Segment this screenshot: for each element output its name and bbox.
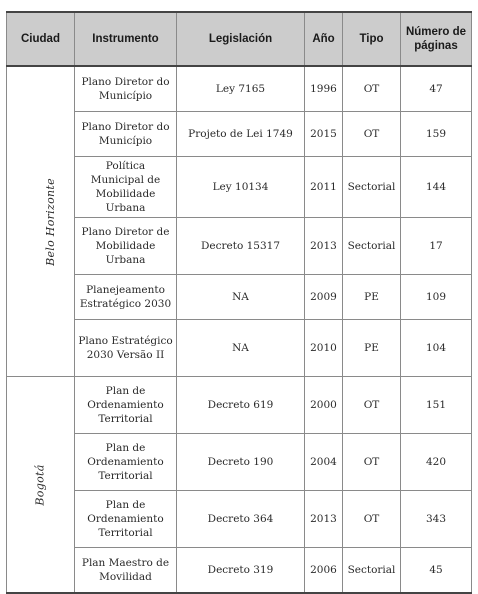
cell-ano: 2013	[305, 491, 343, 548]
cell-legislacion: Decreto 190	[177, 434, 305, 491]
cell-legislacion: Decreto 319	[177, 548, 305, 594]
cell-tipo: OT	[343, 491, 401, 548]
cell-legislacion: Decreto 15317	[177, 218, 305, 275]
cell-tipo: OT	[343, 377, 401, 434]
cell-tipo: PE	[343, 275, 401, 320]
cell-paginas: 109	[401, 275, 472, 320]
cell-ano: 2013	[305, 218, 343, 275]
cell-instrumento: Política Municipal de Mobilidade Urbana	[75, 157, 177, 218]
table-row	[7, 491, 472, 548]
cell-legislacion: NA	[177, 320, 305, 377]
cell-legislacion: Projeto de Lei 1749	[177, 112, 305, 157]
header-numero-paginas: Número de páginas	[401, 12, 472, 66]
city-cell-bogota	[7, 377, 75, 594]
cell-instrumento: Plan de Ordenamiento Territorial	[75, 377, 177, 434]
cell-instrumento: Plan Maestro de Movilidad	[75, 548, 177, 594]
cell-instrumento: Plan de Ordenamiento Territorial	[75, 434, 177, 491]
city-label: Bogotá	[33, 463, 47, 506]
header-row	[7, 12, 472, 66]
cell-legislacion: Ley 7165	[177, 66, 305, 112]
cell-paginas: 159	[401, 112, 472, 157]
cell-paginas: 47	[401, 66, 472, 112]
cell-paginas: 45	[401, 548, 472, 594]
table-row	[7, 218, 472, 275]
table-row	[7, 275, 472, 320]
header-legislacion: Legislación	[177, 12, 305, 66]
cell-paginas: 17	[401, 218, 472, 275]
cell-legislacion: Decreto 619	[177, 377, 305, 434]
table-row	[7, 320, 472, 377]
city-label: Belo Horizonte	[43, 177, 57, 266]
header-ano: Año	[305, 12, 343, 66]
table-row	[7, 157, 472, 218]
cell-instrumento: Planejeamento Estratégico 2030	[75, 275, 177, 320]
cell-instrumento: Plano Diretor de Mobilidade Urbana	[75, 218, 177, 275]
table-row	[7, 548, 472, 594]
cell-tipo: OT	[343, 112, 401, 157]
cell-ano: 2006	[305, 548, 343, 594]
cell-tipo: Sectorial	[343, 157, 401, 218]
header-tipo: Tipo	[343, 12, 401, 66]
cell-tipo: OT	[343, 434, 401, 491]
cell-ano: 2004	[305, 434, 343, 491]
table-row	[7, 434, 472, 491]
cell-ano: 2000	[305, 377, 343, 434]
header-ciudad: Ciudad	[7, 12, 75, 66]
header-instrumento: Instrumento	[75, 12, 177, 66]
cell-instrumento: Plano Diretor do Município	[75, 66, 177, 112]
cell-legislacion: Decreto 364	[177, 491, 305, 548]
cell-ano: 2010	[305, 320, 343, 377]
table-row	[7, 66, 472, 112]
cell-ano: 2009	[305, 275, 343, 320]
cell-legislacion: Ley 10134	[177, 157, 305, 218]
cell-tipo: OT	[343, 66, 401, 112]
cell-paginas: 420	[401, 434, 472, 491]
table-row	[7, 112, 472, 157]
cell-paginas: 144	[401, 157, 472, 218]
cell-tipo: PE	[343, 320, 401, 377]
cell-tipo: Sectorial	[343, 548, 401, 594]
instruments-table	[6, 11, 472, 594]
table-row	[7, 377, 472, 434]
cell-legislacion: NA	[177, 275, 305, 320]
cell-ano: 1996	[305, 66, 343, 112]
cell-paginas: 343	[401, 491, 472, 548]
cell-instrumento: Plan de Ordenamiento Territorial	[75, 491, 177, 548]
cell-ano: 2011	[305, 157, 343, 218]
cell-ano: 2015	[305, 112, 343, 157]
cell-tipo: Sectorial	[343, 218, 401, 275]
cell-instrumento: Plano Diretor do Município	[75, 112, 177, 157]
city-cell-belo-horizonte	[7, 66, 75, 377]
cell-paginas: 151	[401, 377, 472, 434]
cell-paginas: 104	[401, 320, 472, 377]
cell-instrumento: Plano Estratégico 2030 Versão II	[75, 320, 177, 377]
